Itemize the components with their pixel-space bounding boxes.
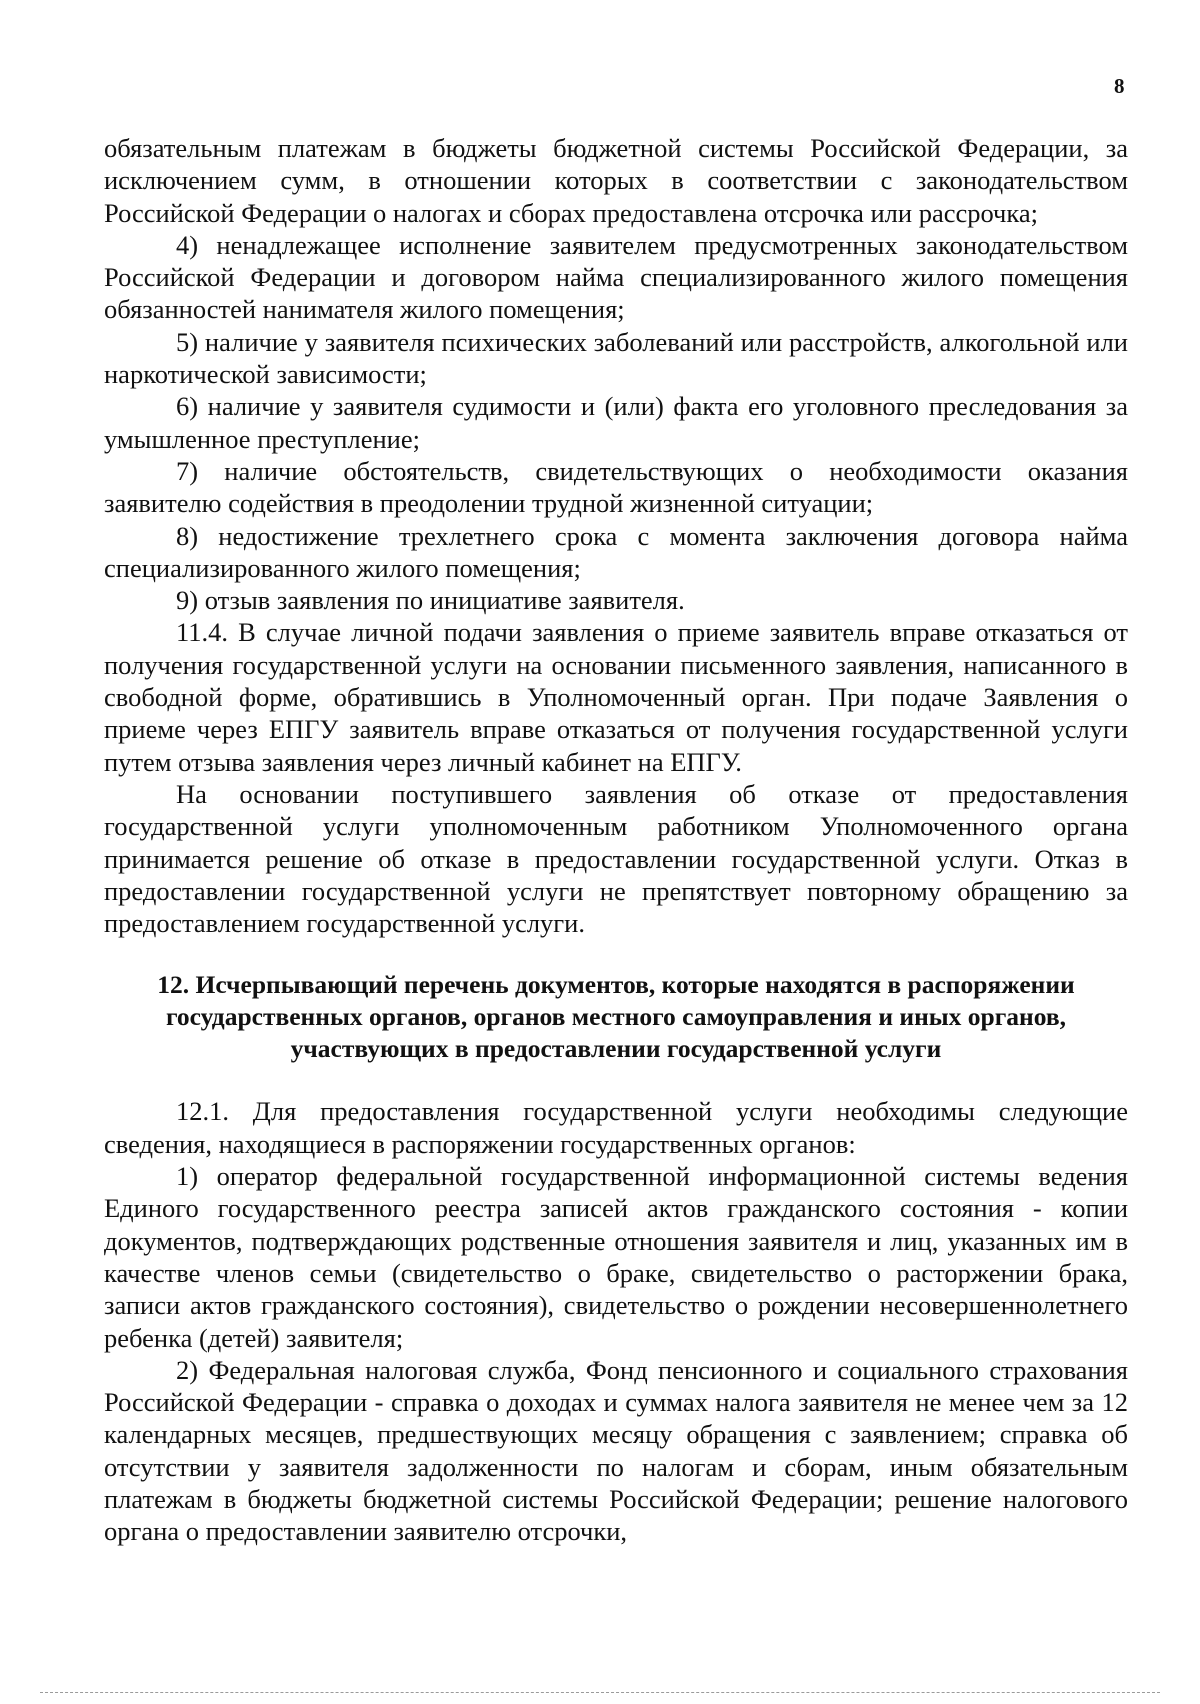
document-body xyxy=(104,132,1128,1548)
list-item-7: 7) наличие обстоятельств, свидетельствующих о необходимости оказания заявителю содействия в преодолении трудной жизненной ситуации; xyxy=(104,455,1128,519)
clause-11-4: 11.4. В случае личной подачи заявления о приеме заявитель вправе отказаться от получения государственной услуги на основании письменного заявления, написанного в свободной форме, обратившись в Уполномоченный орган. При подаче Заявления о приеме через ЕПГУ заявитель вправе отказаться от получения государственной услуги путем отзыва заявления через личный кабинет на ЕПГУ. xyxy=(104,617,1128,777)
clause-12-1: 12.1. Для предоставления государственной услуги необходимы следующие сведения, находящиеся в распоряжении государственных органов: xyxy=(104,1096,1128,1159)
paragraphs-before-section xyxy=(104,132,1128,939)
list-item-5: 5) наличие у заявителя психических заболеваний или расстройств, алкогольной или наркотической зависимости; xyxy=(104,326,1128,390)
list-item-4: 4) ненадлежащее исполнение заявителем предусмотренных законодательством Российской Федерации и договором найма специализированного жилого помещения обязанностей нанимателя жилого помещения; xyxy=(104,229,1128,325)
list-item-8: 8) недостижение трехлетнего срока с момента заключения договора найма специализированного жилого помещения; xyxy=(104,520,1128,583)
paragraphs-after-section xyxy=(104,1095,1128,1547)
page-number: 8 xyxy=(1114,74,1125,98)
section-heading-12: 12. Исчерпывающий перечень документов, которые находятся в распоряжении государственных органов, органов местного самоуправления и иных органов, участвующих в предоставлении государственной услуги xyxy=(157,970,1075,1064)
list-item-1: 1) оператор федеральной государственной информационной системы ведения Единого государственного реестра записей актов гражданского состояния - копии документов, подтверждающих родственные отношения заявителя и лиц, указанных им в качестве членов семьи (свидетельство о браке, свидетельство о расторжении брака, записи актов гражданского состояния), свидетельство о рождении несовершеннолетнего ребенка (детей) заявителя; xyxy=(104,1161,1128,1353)
scan-edge-line xyxy=(40,1692,1160,1693)
paragraph: обязательным платежам в бюджеты бюджетной системы Российской Федерации, за исключением сумм, в отношении которых в соответствии с законодательством Российской Федерации о налогах и сборах предоставлена отсрочка или рассрочка; xyxy=(104,133,1128,228)
paragraph-refusal-decision: На основании поступившего заявления об отказе от предоставления государственной услуги уполномоченным работником Уполномоченного органа принимается решение об отказе в предоставлении государственной услуги. Отказ в предоставлении государственной услуги не препятствует повторному обращению за предоставлением государственной услуги. xyxy=(104,778,1128,939)
list-item-6: 6) наличие у заявителя судимости и (или) факта его уголовного преследования за умышленное преступление; xyxy=(104,391,1128,454)
list-item-2: 2) Федеральная налоговая служба, Фонд пенсионного и социального страхования Российской Федерации - справка о доходах и суммах налога заявителя не менее чем за 12 календарных месяцев, предшествующих месяцу обращения с заявлением; справка об отсутствии у заявителя задолженности по налогам и сборам, иным обязательным платежам в бюджеты бюджетной системы Российской Федерации; решение налогового органа о предоставлении заявителю отсрочки, xyxy=(104,1354,1128,1547)
list-item-9: 9) отзыв заявления по инициативе заявителя. xyxy=(176,585,685,616)
